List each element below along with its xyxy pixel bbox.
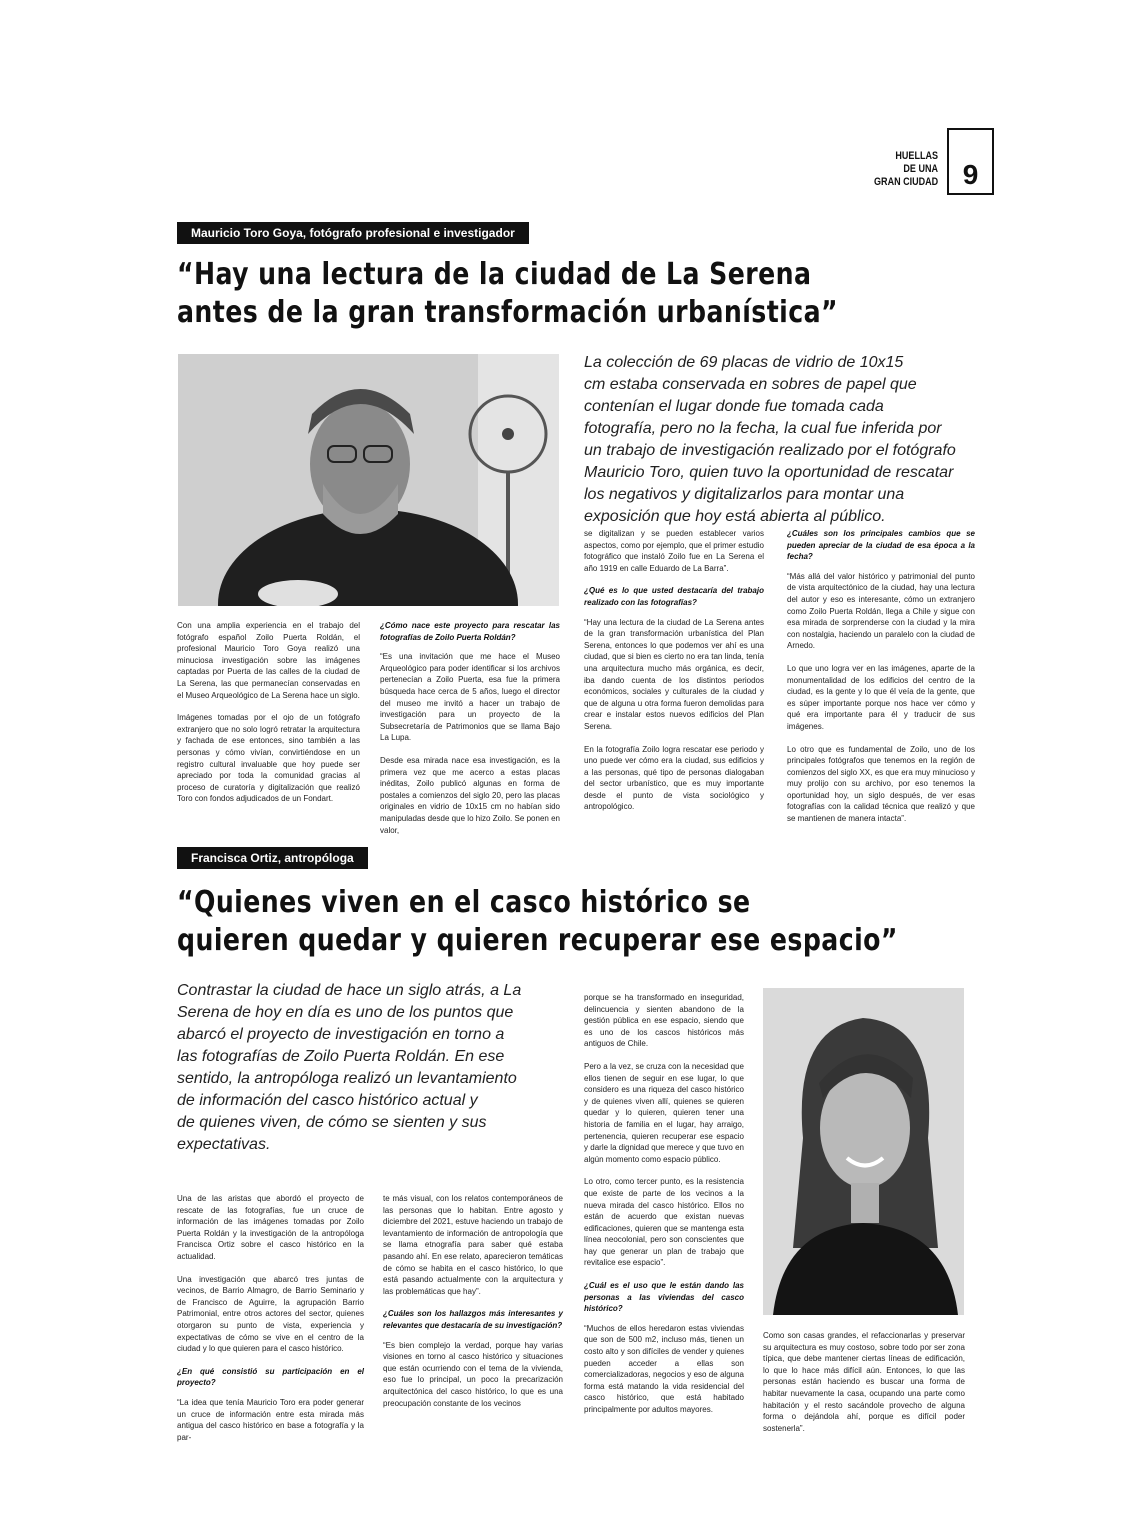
- paragraph: porque se ha transformado en inseguridad, delincuencia y sienten abandono de la gestión pública en ese espacio, siendo que es uno de los cascos históricos más antiguos de Chile.: [584, 993, 744, 1049]
- article1-lede-line: contenían el lugar donde fue tomada cada: [584, 398, 884, 415]
- paragraph: “Más allá del valor histórico y patrimonial del punto de vista arquitectónico de la ciudad, hay una lectura del autor y eso es interesante, cómo un extranjero como Zoilo Puerta Roldán, llega a Chile y sigue con esa mirada de sorprenderse con la ciudad y la mira con nostalgia, haciendo un paralelo con la ciudad de Arnedo.: [787, 571, 975, 651]
- article1-column-2: [380, 620, 560, 847]
- article1-lede-line: cm estaba conservada en sobres de papel que: [584, 376, 917, 393]
- interview-question: ¿Cuáles son los principales cambios que se pueden apreciar de la ciudad de esa época a la fecha?: [787, 529, 975, 562]
- article2-column-3: [584, 992, 744, 1427]
- photo-mauricio-toro: [178, 354, 559, 606]
- paragraph: Pero a la vez, se cruza con la necesidad que ellos tienen de seguir en ese lugar, lo que considero es una riqueza del casco histórico y de quienes viven allí, quienes se quieren quedar y lo quieren, quieren tener una historia de familia en el lugar, hay arraigo, pertenencia, quieren recuperar ese espacio y darle la dignidad que merece y que tuvo en algún momento como espacio público.: [584, 1061, 744, 1164]
- paragraph: Lo que uno logra ver en las imágenes, aparte de la monumentalidad de los edificios del centro de la ciudad, es la gente y lo que él veía de la gente, que es súper importante porque nos hace ver cómo y qué era importante para él y traducir de sus imágenes.: [787, 663, 975, 731]
- paragraph: Una investigación que abarcó tres juntas de vecinos, de Barrio Almagro, de Barrio Seminario y de Francisco de Aguirre, la agrupación Barrio Patrimonial, entre otros actores del sector, quienes otorgaron su punto de vista, experiencia y expectativas de cómo se vive en el centro de la ciudad y lo que quieren para el casco histórico.: [177, 1274, 364, 1354]
- article2-headline-line: quieren quedar y quieren recuperar ese espacio”: [177, 923, 898, 958]
- article1-byline-tag: Mauricio Toro Goya, fotógrafo profesional e investigador: [177, 222, 529, 244]
- portrait-man-illustration: [178, 354, 559, 606]
- article2-lede-line: de quienes viven, de cómo se sienten y sus: [177, 1114, 487, 1131]
- interview-question: ¿Qué es lo que usted destacaría del trabajo realizado con las fotografías?: [584, 586, 764, 607]
- article1-headline-line: antes de la gran transformación urbanística”: [177, 295, 839, 330]
- page-number: 9: [962, 159, 979, 190]
- interview-question: ¿Cuáles son los hallazgos más interesantes y relevantes que destacaría de su investigación?: [383, 1309, 563, 1330]
- paragraph: se digitalizan y se pueden establecer varios aspectos, como por ejemplo, que el primer estudio fotográfico que instaló Zoilo fue en La Serena el año 1919 en calle Eduardo de La Barra”.: [584, 529, 764, 573]
- article1-headline: [177, 256, 838, 332]
- paragraph: “Es bien complejo la verdad, porque hay varias visiones en torno al casco histórico y situaciones que están ocurriendo con el tema de la vivienda, eso fue lo principal, un poco la precarización arquitectónica del casco histórico, lo que es una preocupación constante de los vecinos: [383, 1340, 563, 1408]
- article2-column-2: [383, 1193, 563, 1420]
- paragraph: En la fotografía Zoilo logra rescatar ese periodo y uno puede ver cómo era la ciudad, sus edificios y a las personas, qué tipo de personas dialogaban del sector urbanístico, que es muy importante desde el punto de vista sociológico y antropológico.: [584, 744, 764, 812]
- article1-column-1: [177, 620, 360, 816]
- article1-lede-line: los negativos y digitalizarlos para montar una: [584, 486, 905, 503]
- paragraph: Lo otro, como tercer punto, es la resistencia que existe de parte de los vecinos a la nueva mirada del casco histórico. Ellos no están de acuerdo que existan nuevas edificaciones, quieren que se mantenga esta línea neocolonial, pero son conscientes que hay que generar un plan de trabajo que revitalice ese espacio”.: [584, 1177, 744, 1268]
- article2-lede-line: Serena de hoy en día es uno de los puntos que: [177, 1004, 514, 1021]
- article2-byline-tag: Francisca Ortiz, antropóloga: [177, 847, 368, 869]
- paragraph: Como son casas grandes, el refaccionarlas y preservar su arquitectura es muy costoso, sobre todo por ser zona típica, que debe mantener ciertas líneas de edificación, lo que lo hace más difícil aún. Entonces, lo que las personas están haciendo es buscar una forma de habitar nuevamente la casa, ocupando una parte como habitación y el resto sacándole provecho de alguna forma o dejándola ahí, porque es difícil poder sostenerla”.: [763, 1331, 965, 1433]
- paragraph: Desde esa mirada nace esa investigación, es la primera vez que me acerco a estas placas inéditas, Zoilo publicó algunas en forma de postales a comienzos del siglo 20, pero las placas originales en vidrio de 10x15 cm no habían sido manipuladas desde que lo hizo Zoilo. Se ponen en valor,: [380, 755, 560, 835]
- paragraph: “Hay una lectura de la ciudad de La Serena antes de la gran transformación urbanística del Plan Serena, entonces lo que podemos ver ahí es una ciudad, que si bien es cierto no era tan linda, tenía una arquitectura mucho más orgánica, es decir, iba dando cuenta de los distintos periodos económicos, sociales y culturales de la ciudad y que de alguna u otra forma fueron demolidas para crear e instalar estos nuevos edificios del Plan Serena.: [584, 617, 764, 731]
- photo-francisca-ortiz: [763, 988, 964, 1315]
- article2-lede-line: las fotografías de Zoilo Puerta Roldán. En ese: [177, 1048, 505, 1065]
- article1-column-4: [787, 528, 975, 836]
- article2-column-1: [177, 1193, 364, 1454]
- article1-headline-line: “Hay una lectura de la ciudad de La Serena: [177, 257, 812, 292]
- article2-column-4: [763, 1330, 965, 1445]
- article2-lede-line: expectativas.: [177, 1136, 271, 1153]
- section-title-line: DE UNA: [903, 163, 938, 175]
- interview-question: ¿En qué consistió su participación en el proyecto?: [177, 1366, 364, 1388]
- article2-lede-line: de información del casco histórico actual y: [177, 1092, 478, 1109]
- article2-headline: [177, 884, 898, 960]
- article1-lede-line: un trabajo de investigación realizado por el fotógrafo: [584, 442, 956, 459]
- paragraph: Lo otro que es fundamental de Zoilo, uno de los principales fotógrafos que tenemos en la región de comienzos del siglo XX, es que era muy minucioso y muy prolijo con su archivo, por eso tenemos la oportunidad hoy, un siglo después, de ver esas fotografías con la calidad técnica que realizó y que se mantienen de manera intacta”.: [787, 744, 975, 824]
- paragraph: Una de las aristas que abordó el proyecto de rescate de las fotografías, fue un cruce de información de las imágenes tomadas por Zoilo Puerta Roldán y la investigación de la antropóloga Francisca Ortiz sobre el casco histórico en la actualidad.: [177, 1194, 364, 1261]
- section-title-line: GRAN CIUDAD: [874, 176, 939, 188]
- paragraph: “Es una invitación que me hace el Museo Arqueológico para poder identificar si los archivos pertenecían a Zoilo Puerta, esa fue la primera búsqueda hace cerca de 5 años, luego el director del museo me invitó a hacer un trabajo de investigación para un proyecto de la Subsecretaría de Patrimonios que se llama Bajo La Lupa.: [380, 652, 560, 743]
- article1-lede-line: La colección de 69 placas de vidrio de 10x15: [584, 354, 904, 371]
- article1-lede-line: Mauricio Toro, quien tuvo la oportunidad de rescatar: [584, 464, 954, 481]
- interview-question: ¿Cuál es el uso que le están dando las personas a las viviendas del casco histórico?: [584, 1281, 744, 1314]
- section-title-line: HUELLAS: [895, 150, 938, 162]
- article1-lede: [584, 352, 984, 528]
- article2-lede-line: abarcó el proyecto de investigación en torno a: [177, 1026, 505, 1043]
- article1-lede-line: fotografía, pero no la fecha, la cual fue inferida por: [584, 420, 942, 437]
- portrait-woman-illustration: [763, 988, 964, 1315]
- paragraph: “La idea que tenía Mauricio Toro era poder generar un cruce de información entre esta mirada más antigua del casco histórico en base a fotografía y la par-: [177, 1397, 364, 1442]
- article1-column-3: [584, 528, 764, 824]
- article2-lede: [177, 980, 567, 1156]
- article2-lede-line: Contrastar la ciudad de hace un siglo atrás, a La: [177, 982, 522, 999]
- interview-question: ¿Cómo nace este proyecto para rescatar las fotografías de Zoilo Puerta Roldán?: [380, 621, 560, 642]
- section-title: [874, 150, 938, 189]
- paragraph: Con una amplia experiencia en el trabajo del fotógrafo español Zoilo Puerta Roldán, el profesional Mauricio Toro Goya realizó una minuciosa investigación sobre las imágenes captadas por Puerta de las calles de la ciudad de La Serena, las que permanecían conservadas en el Museo Arqueológico de La Serena hace un siglo.: [177, 621, 360, 700]
- paragraph: Imágenes tomadas por el ojo de un fotógrafo extranjero que no solo logró retratar la arquitectura y fachada de ese entonces, sino también a las personas y cómo vivían, convirtiéndose en un registro cultural invaluable que hoy puede ser apreciado por toda la comunidad gracias al proceso de curatoría y digitalización que realizó Toro con fondos adjudicados de un Fondart.: [177, 713, 360, 804]
- article2-headline-line: “Quienes viven en el casco histórico se: [177, 885, 751, 920]
- paragraph: te más visual, con los relatos contemporáneos de las personas que lo habitan. Entre agosto y diciembre del 2021, estuve haciendo un trabajo de levantamiento de información de antropología que se llama etnografía para saber qué estaba pasando ahí. En ese relato, aparecieron temáticas de cómo se habita en el casco histórico, lo que está pasando actualmente con la arquitectura y las problemáticas que hay”.: [383, 1194, 563, 1296]
- paragraph: “Muchos de ellos heredaron estas viviendas que son de 500 m2, incluso más, tienen un costo alto y son difíciles de vender y quienes pueden acceder a ellas son comercializadoras, negocios y eso de alguna forma está matando la vida residencial del casco histórico, que está habitado principalmente por adultos mayores.: [584, 1323, 744, 1414]
- article2-lede-line: sentido, la antropóloga realizó un levantamiento: [177, 1070, 517, 1087]
- article1-lede-line: exposición que hoy está abierta al público.: [584, 508, 886, 525]
